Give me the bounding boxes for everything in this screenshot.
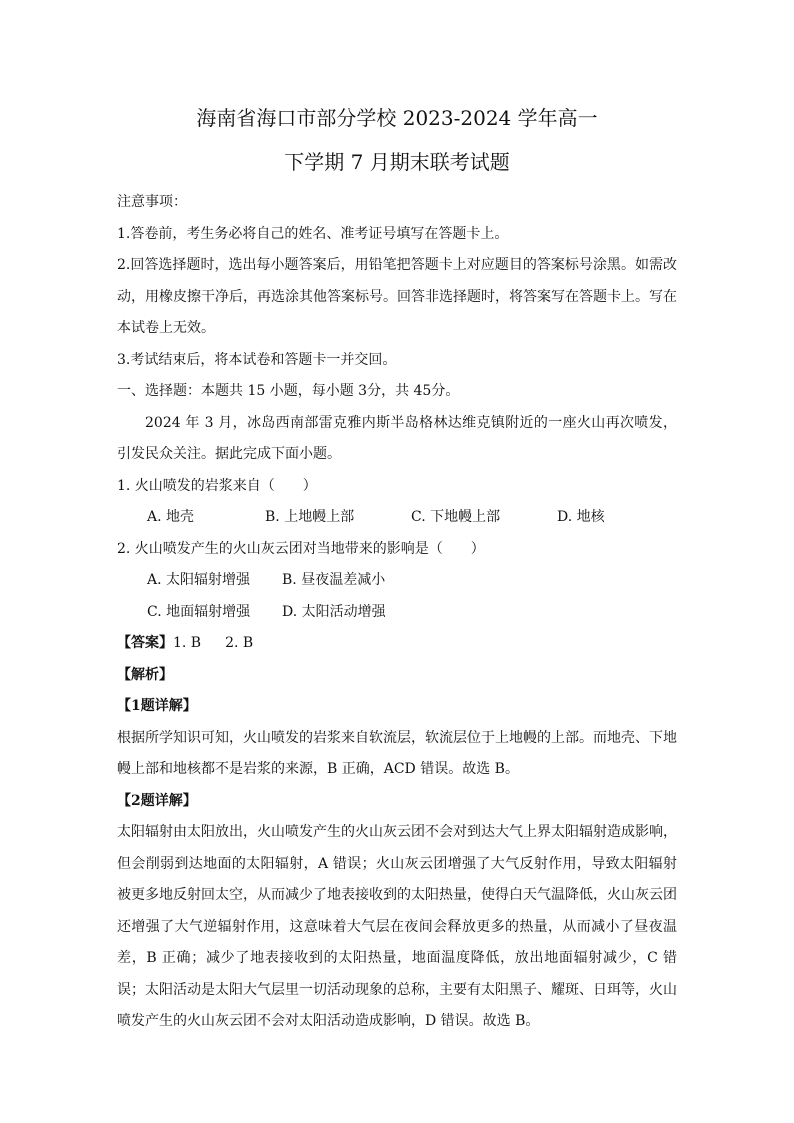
exam-title-line2: 下学期 7 月期末联考试题 <box>284 150 510 174</box>
question-2-option-d: D. 太阳活动增强 <box>282 603 386 620</box>
exam-title-line1: 海南省海口市部分学校 2023-2024 学年高一 <box>196 106 598 130</box>
notice-heading: 注意事项： <box>117 194 187 210</box>
analysis-q1-text: 根据所学知识可知，火山喷发的岩浆来自软流层，软流层位于上地幔的上部。而地壳、下地幔上部和地核都不是岩浆的来源，B 正确，ACD 错误。故选 B。 <box>117 729 677 777</box>
question-2-stem: 2. 火山喷发产生的火山灰云团对当地带来的影响是（ ） <box>117 540 485 557</box>
answer-1: 1. B <box>173 635 202 651</box>
question-2-options-row1 <box>117 565 677 597</box>
question-1-option-b: B. 上地幔上部 <box>265 509 355 525</box>
question-2-option-b: B. 昼夜温差减小 <box>282 572 386 588</box>
question-1-stem: 1. 火山喷发的岩浆来自（ ） <box>117 477 317 494</box>
exam-page <box>117 100 677 1038</box>
notice-item-2: 2.回答选择题时，选出每小题答案后，用铅笔把答题卡上对应题目的答案标号涂黑。如需改动，用橡皮擦干净后，再选涂其他答案标号。回答非选择题时，将答案写在答题卡上。写在本试卷上无效。 <box>117 257 677 336</box>
notice-item-3: 3.考试结束后，将本试卷和答题卡一并交回。 <box>117 351 397 368</box>
answer-2: 2. B <box>225 635 254 651</box>
analysis-q2-text: 太阳辐射由太阳放出，火山喷发产生的火山灰云团不会对到达大气上界太阳辐射造成影响，但会削弱到达地面的太阳辐射，A 错误；火山灰云团增强了大气反射作用，导致太阳辐射被更多地反射回太空，从而减少了地表接收到的太阳热量，使得白天气温降低，火山灰云团还增强了大气逆辐射作用，这意味着大气层在夜间会释放更多的热量，从而减小了昼夜温差，B 正确；减少了地表接收到的太阳热量，地面温度降低，放出地面辐射减少，C 错误；太阳活动是太阳大气层里一切活动现象的总称，主要有太阳黑子、耀斑、日珥等，火山喷发产生的火山灰云团不会对太阳活动造成影响，D 错误。故选 B。 <box>117 824 677 1029</box>
question-1-option-c: C. 下地幔上部 <box>411 509 501 525</box>
analysis-label: 【解析】 <box>117 666 173 683</box>
question-1-option-a: A. 地壳 <box>147 509 195 525</box>
question-2-option-c: C. 地面辐射增强 <box>147 603 251 620</box>
question-1-option-d: D. 地核 <box>557 509 605 525</box>
answer-line <box>117 628 677 660</box>
analysis-q1-label: 【1题详解】 <box>117 698 197 714</box>
question-1-options <box>117 502 677 534</box>
analysis-q2-label: 【2题详解】 <box>117 792 197 809</box>
question-2-option-a: A. 太阳辐射增强 <box>147 572 251 588</box>
notice-item-1: 1.答卷前，考生务必将自己的姓名、准考证号填写在答题卡上。 <box>117 225 509 242</box>
question-2-options-row2 <box>117 597 677 629</box>
section-heading: 一、选择题：本题共 15 小题，每小题 3分，共 45分。 <box>117 383 460 399</box>
question-passage: 2024 年 3 月，冰岛西南部雷克雅内斯半岛格林达维克镇附近的一座火山再次喷发，引发民众关注。据此完成下面小题。 <box>117 414 677 462</box>
answer-label: 【答案】 <box>117 635 173 651</box>
